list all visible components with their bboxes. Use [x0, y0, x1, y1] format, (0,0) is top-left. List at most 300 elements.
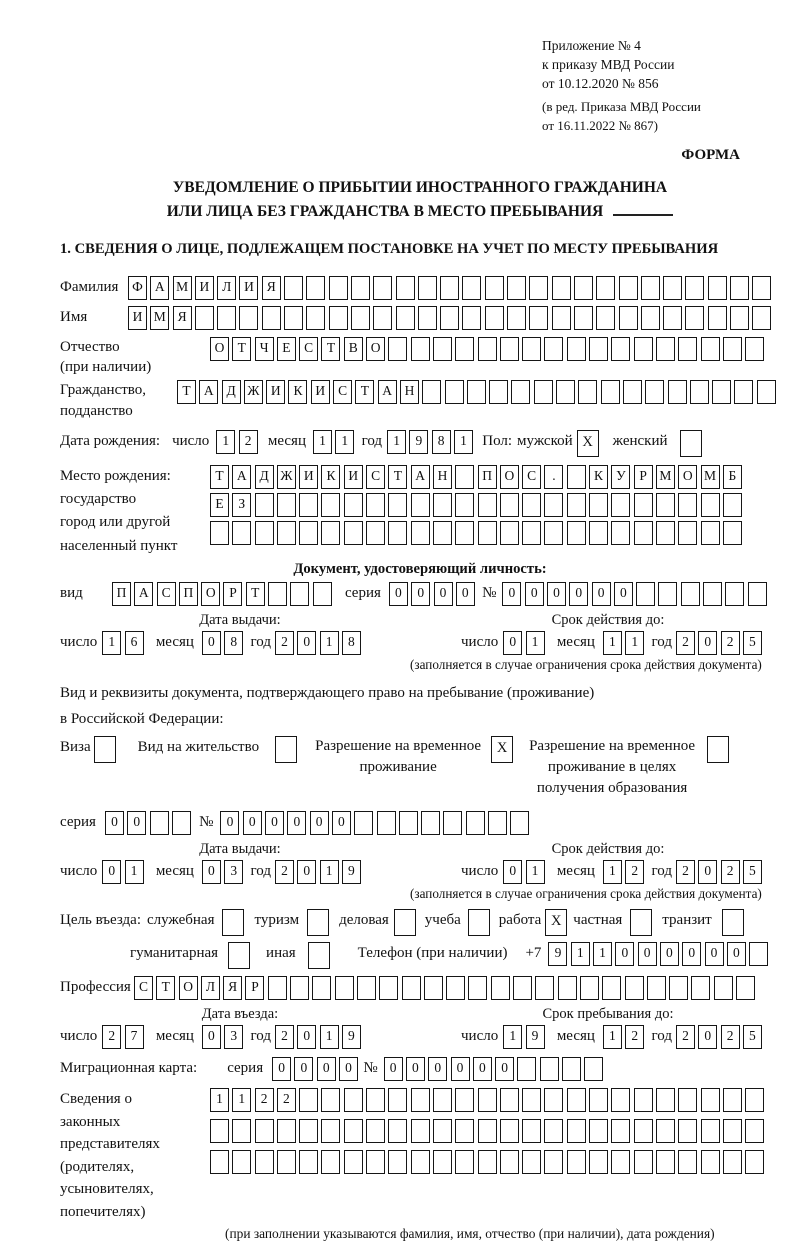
char-cell[interactable] — [701, 493, 720, 517]
char-cell[interactable] — [656, 337, 675, 361]
char-cell[interactable] — [748, 582, 767, 606]
char-cell[interactable]: И — [128, 306, 147, 330]
char-cell[interactable] — [210, 1119, 229, 1143]
char-cell[interactable]: 1 — [216, 430, 235, 454]
char-cell[interactable]: О — [179, 976, 198, 1000]
char-cell[interactable]: 2 — [277, 1088, 296, 1112]
char-cell[interactable]: 1 — [593, 942, 612, 966]
char-cell[interactable]: 2 — [102, 1025, 121, 1049]
char-cell[interactable]: 0 — [451, 1057, 470, 1081]
char-cell[interactable] — [507, 306, 526, 330]
char-cell[interactable] — [344, 1088, 363, 1112]
char-cell[interactable] — [440, 306, 459, 330]
char-cell[interactable] — [373, 276, 392, 300]
char-cell[interactable]: 2 — [676, 860, 695, 884]
char-cell[interactable]: 1 — [603, 860, 622, 884]
char-cell[interactable] — [647, 976, 666, 1000]
char-cell[interactable] — [574, 276, 593, 300]
char-cell[interactable]: 0 — [297, 631, 316, 655]
char-cell[interactable] — [388, 337, 407, 361]
char-cell[interactable] — [411, 337, 430, 361]
char-cell[interactable]: 0 — [297, 860, 316, 884]
char-cell[interactable]: Ж — [277, 465, 296, 489]
char-cell[interactable] — [455, 337, 474, 361]
char-cell[interactable] — [284, 306, 303, 330]
char-cell[interactable] — [663, 276, 682, 300]
char-cell[interactable] — [262, 306, 281, 330]
char-cell[interactable]: У — [611, 465, 630, 489]
char-cell[interactable] — [344, 1150, 363, 1174]
char-cell[interactable] — [277, 1119, 296, 1143]
char-cell[interactable]: П — [478, 465, 497, 489]
char-cell[interactable]: 0 — [434, 582, 453, 606]
purpose-transit-checkbox[interactable] — [722, 909, 744, 936]
char-cell[interactable]: П — [179, 582, 198, 606]
char-cell[interactable] — [714, 976, 733, 1000]
char-cell[interactable]: 2 — [275, 1025, 294, 1049]
char-cell[interactable]: О — [366, 337, 385, 361]
char-cell[interactable] — [701, 337, 720, 361]
char-cell[interactable]: С — [134, 976, 153, 1000]
char-cell[interactable]: 0 — [547, 582, 566, 606]
char-cell[interactable] — [723, 337, 742, 361]
char-cell[interactable] — [433, 493, 452, 517]
char-cell[interactable] — [321, 493, 340, 517]
char-cell[interactable] — [522, 1088, 541, 1112]
char-cell[interactable]: 3 — [224, 1025, 243, 1049]
char-cell[interactable] — [491, 976, 510, 1000]
char-cell[interactable]: 0 — [682, 942, 701, 966]
char-cell[interactable]: О — [500, 465, 519, 489]
char-cell[interactable] — [388, 521, 407, 545]
char-cell[interactable] — [745, 1088, 764, 1112]
char-cell[interactable] — [411, 1150, 430, 1174]
char-cell[interactable]: 0 — [287, 811, 306, 835]
char-cell[interactable] — [656, 521, 675, 545]
char-cell[interactable]: Т — [321, 337, 340, 361]
char-cell[interactable]: Ж — [244, 380, 263, 404]
char-cell[interactable] — [150, 811, 169, 835]
char-cell[interactable] — [468, 976, 487, 1000]
char-cell[interactable] — [455, 1150, 474, 1174]
temp-residence-education-checkbox[interactable] — [707, 736, 729, 763]
char-cell[interactable]: С — [522, 465, 541, 489]
char-cell[interactable]: 2 — [721, 1025, 740, 1049]
char-cell[interactable] — [411, 493, 430, 517]
char-cell[interactable]: 2 — [676, 1025, 695, 1049]
char-cell[interactable] — [455, 521, 474, 545]
char-cell[interactable] — [596, 276, 615, 300]
char-cell[interactable]: И — [266, 380, 285, 404]
char-cell[interactable]: 1 — [503, 1025, 522, 1049]
char-cell[interactable] — [396, 306, 415, 330]
char-cell[interactable]: 0 — [411, 582, 430, 606]
char-cell[interactable] — [558, 976, 577, 1000]
char-cell[interactable] — [478, 521, 497, 545]
char-cell[interactable] — [596, 306, 615, 330]
char-cell[interactable]: В — [344, 337, 363, 361]
char-cell[interactable] — [619, 276, 638, 300]
char-cell[interactable] — [556, 380, 575, 404]
char-cell[interactable]: 0 — [339, 1057, 358, 1081]
char-cell[interactable]: 1 — [526, 631, 545, 655]
char-cell[interactable]: 2 — [275, 631, 294, 655]
char-cell[interactable] — [636, 582, 655, 606]
char-cell[interactable]: И — [311, 380, 330, 404]
char-cell[interactable] — [321, 521, 340, 545]
char-cell[interactable] — [625, 976, 644, 1000]
sex-female-checkbox[interactable] — [680, 430, 702, 457]
char-cell[interactable] — [580, 976, 599, 1000]
purpose-work-checkbox[interactable]: X — [545, 909, 567, 936]
char-cell[interactable] — [232, 521, 251, 545]
char-cell[interactable] — [602, 976, 621, 1000]
char-cell[interactable]: 1 — [571, 942, 590, 966]
char-cell[interactable]: 0 — [727, 942, 746, 966]
char-cell[interactable] — [691, 976, 710, 1000]
char-cell[interactable] — [268, 976, 287, 1000]
char-cell[interactable] — [344, 521, 363, 545]
char-cell[interactable]: Л — [217, 276, 236, 300]
char-cell[interactable] — [421, 811, 440, 835]
char-cell[interactable] — [277, 1150, 296, 1174]
char-cell[interactable]: П — [112, 582, 131, 606]
char-cell[interactable] — [388, 1119, 407, 1143]
char-cell[interactable] — [478, 1088, 497, 1112]
char-cell[interactable] — [589, 1119, 608, 1143]
char-cell[interactable] — [540, 1057, 559, 1081]
char-cell[interactable] — [619, 306, 638, 330]
char-cell[interactable]: 0 — [272, 1057, 291, 1081]
char-cell[interactable] — [507, 276, 526, 300]
char-cell[interactable] — [399, 811, 418, 835]
char-cell[interactable]: 0 — [615, 942, 634, 966]
char-cell[interactable] — [321, 1150, 340, 1174]
char-cell[interactable]: Л — [201, 976, 220, 1000]
char-cell[interactable] — [455, 493, 474, 517]
char-cell[interactable]: Т — [388, 465, 407, 489]
char-cell[interactable] — [312, 976, 331, 1000]
char-cell[interactable] — [418, 306, 437, 330]
char-cell[interactable]: 8 — [224, 631, 243, 655]
char-cell[interactable] — [589, 493, 608, 517]
char-cell[interactable] — [402, 976, 421, 1000]
char-cell[interactable]: 8 — [432, 430, 451, 454]
char-cell[interactable]: 0 — [698, 631, 717, 655]
char-cell[interactable] — [656, 1119, 675, 1143]
char-cell[interactable] — [411, 521, 430, 545]
char-cell[interactable] — [611, 493, 630, 517]
char-cell[interactable] — [467, 380, 486, 404]
char-cell[interactable] — [517, 1057, 536, 1081]
char-cell[interactable]: 2 — [625, 860, 644, 884]
char-cell[interactable] — [552, 276, 571, 300]
char-cell[interactable] — [678, 493, 697, 517]
char-cell[interactable] — [485, 276, 504, 300]
char-cell[interactable] — [466, 811, 485, 835]
char-cell[interactable] — [574, 306, 593, 330]
char-cell[interactable] — [703, 582, 722, 606]
char-cell[interactable]: 0 — [428, 1057, 447, 1081]
char-cell[interactable] — [678, 1088, 697, 1112]
char-cell[interactable] — [478, 337, 497, 361]
char-cell[interactable] — [723, 521, 742, 545]
char-cell[interactable]: 1 — [625, 631, 644, 655]
char-cell[interactable] — [623, 380, 642, 404]
char-cell[interactable] — [757, 380, 776, 404]
char-cell[interactable] — [701, 1119, 720, 1143]
purpose-humanitarian-checkbox[interactable] — [228, 942, 250, 969]
char-cell[interactable]: 1 — [232, 1088, 251, 1112]
char-cell[interactable] — [500, 521, 519, 545]
char-cell[interactable]: 1 — [320, 860, 339, 884]
char-cell[interactable]: Ф — [128, 276, 147, 300]
char-cell[interactable] — [723, 1150, 742, 1174]
char-cell[interactable] — [578, 380, 597, 404]
char-cell[interactable] — [567, 493, 586, 517]
char-cell[interactable] — [433, 1150, 452, 1174]
char-cell[interactable]: О — [201, 582, 220, 606]
char-cell[interactable]: Б — [723, 465, 742, 489]
char-cell[interactable] — [701, 1088, 720, 1112]
char-cell[interactable]: Е — [210, 493, 229, 517]
char-cell[interactable]: 0 — [406, 1057, 425, 1081]
char-cell[interactable] — [455, 465, 474, 489]
char-cell[interactable] — [366, 1088, 385, 1112]
char-cell[interactable]: К — [288, 380, 307, 404]
temp-residence-checkbox[interactable]: X — [491, 736, 513, 763]
char-cell[interactable] — [567, 1119, 586, 1143]
char-cell[interactable] — [433, 1088, 452, 1112]
char-cell[interactable]: Т — [232, 337, 251, 361]
char-cell[interactable]: 0 — [525, 582, 544, 606]
char-cell[interactable] — [321, 1088, 340, 1112]
char-cell[interactable]: А — [134, 582, 153, 606]
char-cell[interactable] — [379, 976, 398, 1000]
char-cell[interactable]: 0 — [698, 1025, 717, 1049]
char-cell[interactable] — [388, 493, 407, 517]
char-cell[interactable]: Р — [634, 465, 653, 489]
char-cell[interactable]: 5 — [743, 1025, 762, 1049]
char-cell[interactable] — [255, 521, 274, 545]
char-cell[interactable]: 0 — [105, 811, 124, 835]
char-cell[interactable] — [306, 276, 325, 300]
char-cell[interactable] — [478, 1150, 497, 1174]
char-cell[interactable]: К — [321, 465, 340, 489]
char-cell[interactable] — [736, 976, 755, 1000]
visa-checkbox[interactable] — [94, 736, 116, 763]
char-cell[interactable]: 0 — [495, 1057, 514, 1081]
char-cell[interactable]: 0 — [503, 631, 522, 655]
char-cell[interactable]: О — [678, 465, 697, 489]
char-cell[interactable] — [455, 1088, 474, 1112]
char-cell[interactable]: 9 — [548, 942, 567, 966]
char-cell[interactable] — [433, 521, 452, 545]
char-cell[interactable]: 0 — [332, 811, 351, 835]
char-cell[interactable]: 5 — [743, 860, 762, 884]
char-cell[interactable] — [656, 493, 675, 517]
char-cell[interactable] — [418, 276, 437, 300]
char-cell[interactable] — [730, 276, 749, 300]
char-cell[interactable] — [567, 1088, 586, 1112]
char-cell[interactable] — [641, 276, 660, 300]
char-cell[interactable]: 0 — [243, 811, 262, 835]
char-cell[interactable]: 0 — [102, 860, 121, 884]
char-cell[interactable] — [645, 380, 664, 404]
char-cell[interactable] — [663, 306, 682, 330]
char-cell[interactable] — [522, 1119, 541, 1143]
char-cell[interactable] — [433, 337, 452, 361]
char-cell[interactable] — [708, 306, 727, 330]
char-cell[interactable] — [656, 1150, 675, 1174]
char-cell[interactable]: 0 — [202, 631, 221, 655]
char-cell[interactable]: 2 — [275, 860, 294, 884]
char-cell[interactable] — [232, 1119, 251, 1143]
char-cell[interactable] — [351, 306, 370, 330]
char-cell[interactable] — [513, 976, 532, 1000]
char-cell[interactable] — [366, 1119, 385, 1143]
char-cell[interactable] — [433, 1119, 452, 1143]
char-cell[interactable]: 0 — [127, 811, 146, 835]
char-cell[interactable] — [589, 337, 608, 361]
char-cell[interactable] — [745, 337, 764, 361]
char-cell[interactable]: 1 — [210, 1088, 229, 1112]
char-cell[interactable] — [411, 1119, 430, 1143]
char-cell[interactable] — [522, 337, 541, 361]
char-cell[interactable] — [589, 1150, 608, 1174]
char-cell[interactable]: 8 — [342, 631, 361, 655]
char-cell[interactable] — [500, 1150, 519, 1174]
char-cell[interactable] — [268, 582, 287, 606]
char-cell[interactable] — [544, 1150, 563, 1174]
char-cell[interactable] — [678, 337, 697, 361]
char-cell[interactable]: Д — [255, 465, 274, 489]
char-cell[interactable] — [354, 811, 373, 835]
char-cell[interactable] — [658, 582, 677, 606]
char-cell[interactable] — [455, 1119, 474, 1143]
char-cell[interactable] — [701, 521, 720, 545]
char-cell[interactable]: А — [411, 465, 430, 489]
char-cell[interactable]: Я — [223, 976, 242, 1000]
char-cell[interactable]: 0 — [265, 811, 284, 835]
char-cell[interactable] — [634, 493, 653, 517]
char-cell[interactable]: М — [150, 306, 169, 330]
purpose-study-checkbox[interactable] — [468, 909, 490, 936]
char-cell[interactable]: 2 — [676, 631, 695, 655]
char-cell[interactable] — [195, 306, 214, 330]
char-cell[interactable] — [745, 1119, 764, 1143]
char-cell[interactable]: А — [150, 276, 169, 300]
char-cell[interactable] — [544, 493, 563, 517]
char-cell[interactable] — [544, 521, 563, 545]
char-cell[interactable] — [511, 380, 530, 404]
char-cell[interactable] — [306, 306, 325, 330]
sex-male-checkbox[interactable]: X — [577, 430, 599, 457]
char-cell[interactable] — [500, 493, 519, 517]
char-cell[interactable]: 9 — [409, 430, 428, 454]
char-cell[interactable] — [634, 521, 653, 545]
char-cell[interactable] — [725, 582, 744, 606]
char-cell[interactable]: А — [232, 465, 251, 489]
char-cell[interactable] — [445, 380, 464, 404]
char-cell[interactable]: 7 — [125, 1025, 144, 1049]
char-cell[interactable]: 1 — [454, 430, 473, 454]
char-cell[interactable] — [522, 1150, 541, 1174]
char-cell[interactable] — [730, 306, 749, 330]
char-cell[interactable] — [535, 976, 554, 1000]
char-cell[interactable] — [634, 1088, 653, 1112]
char-cell[interactable]: А — [199, 380, 218, 404]
char-cell[interactable] — [510, 811, 529, 835]
char-cell[interactable]: 1 — [125, 860, 144, 884]
char-cell[interactable]: 0 — [456, 582, 475, 606]
char-cell[interactable] — [552, 306, 571, 330]
char-cell[interactable]: 0 — [614, 582, 633, 606]
char-cell[interactable] — [313, 582, 332, 606]
char-cell[interactable]: Н — [400, 380, 419, 404]
purpose-official-checkbox[interactable] — [222, 909, 244, 936]
char-cell[interactable] — [366, 1150, 385, 1174]
char-cell[interactable]: 6 — [125, 631, 144, 655]
char-cell[interactable] — [440, 276, 459, 300]
char-cell[interactable] — [255, 1150, 274, 1174]
char-cell[interactable]: 2 — [721, 860, 740, 884]
char-cell[interactable] — [422, 380, 441, 404]
char-cell[interactable] — [321, 1119, 340, 1143]
char-cell[interactable] — [544, 1119, 563, 1143]
char-cell[interactable] — [329, 276, 348, 300]
char-cell[interactable] — [462, 276, 481, 300]
char-cell[interactable] — [601, 380, 620, 404]
char-cell[interactable]: Я — [262, 276, 281, 300]
residence-permit-checkbox[interactable] — [275, 736, 297, 763]
char-cell[interactable] — [396, 276, 415, 300]
char-cell[interactable]: 9 — [526, 1025, 545, 1049]
char-cell[interactable] — [329, 306, 348, 330]
char-cell[interactable] — [611, 521, 630, 545]
char-cell[interactable] — [299, 493, 318, 517]
char-cell[interactable]: 0 — [384, 1057, 403, 1081]
char-cell[interactable]: 0 — [294, 1057, 313, 1081]
char-cell[interactable]: 0 — [220, 811, 239, 835]
char-cell[interactable]: 0 — [317, 1057, 336, 1081]
char-cell[interactable]: И — [299, 465, 318, 489]
char-cell[interactable] — [172, 811, 191, 835]
char-cell[interactable] — [290, 582, 309, 606]
char-cell[interactable]: 3 — [224, 860, 243, 884]
char-cell[interactable] — [701, 1150, 720, 1174]
char-cell[interactable] — [500, 1088, 519, 1112]
char-cell[interactable]: 0 — [638, 942, 657, 966]
char-cell[interactable]: Я — [173, 306, 192, 330]
char-cell[interactable] — [708, 276, 727, 300]
char-cell[interactable]: 0 — [297, 1025, 316, 1049]
char-cell[interactable]: Т — [210, 465, 229, 489]
char-cell[interactable] — [239, 306, 258, 330]
char-cell[interactable] — [299, 1150, 318, 1174]
char-cell[interactable]: Т — [177, 380, 196, 404]
char-cell[interactable] — [210, 1150, 229, 1174]
char-cell[interactable] — [217, 306, 236, 330]
char-cell[interactable] — [641, 306, 660, 330]
char-cell[interactable] — [752, 306, 771, 330]
char-cell[interactable]: Т — [355, 380, 374, 404]
char-cell[interactable] — [634, 337, 653, 361]
char-cell[interactable] — [567, 337, 586, 361]
char-cell[interactable] — [611, 337, 630, 361]
char-cell[interactable]: 0 — [502, 582, 521, 606]
char-cell[interactable]: 0 — [503, 860, 522, 884]
